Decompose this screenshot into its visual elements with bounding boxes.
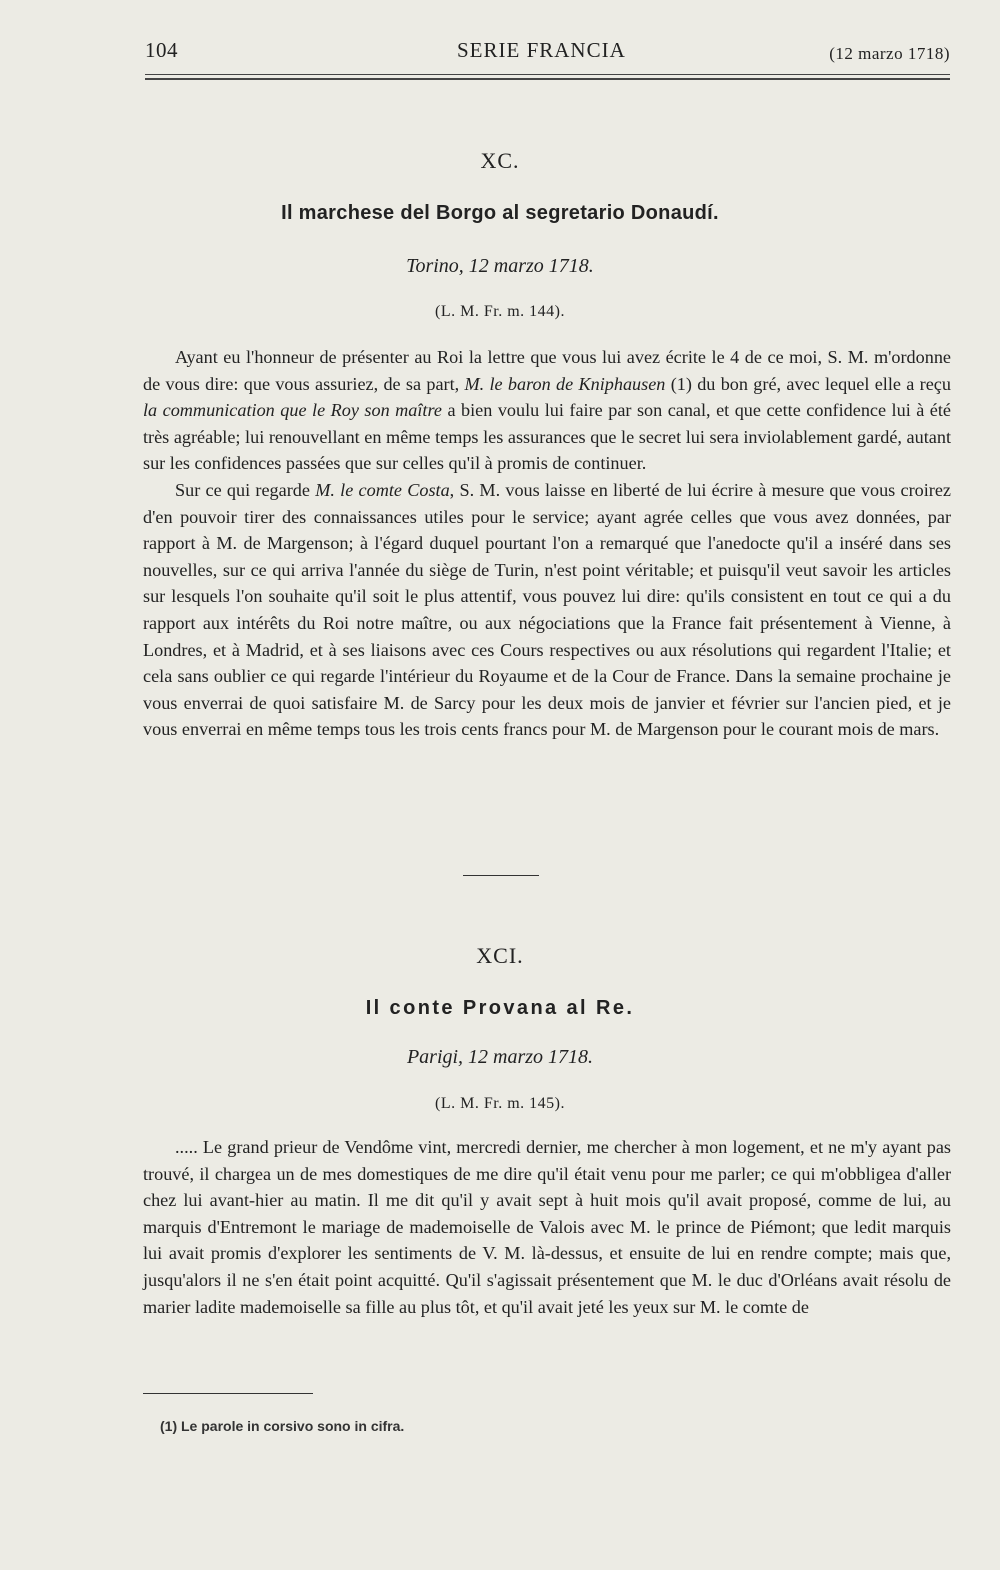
archive-reference: (L. M. Fr. m. 145). (435, 1095, 565, 1112)
page-number: 104 (145, 38, 178, 62)
series-title: SERIE FRANCIA (457, 38, 626, 62)
archive-reference: (L. M. Fr. m. 144). (435, 303, 565, 320)
paragraph: Sur ce qui regarde M. le comte Costa, S. M. vous laisse en liberté de lui écrire à mesure que vous croirez d'en pouvoir tirer des connaissances utiles pour le service; ayant agrée celles que vous avez données, par rapport à M. de Margenson; à l'égard duquel pourtant l'on a remarqué que l'anedocte qu'il a inséré dans ses nouvelles, sur ce qui arriva l'année du siège de Turin, n'est point véritable; et puisqu'il veut savoir les articles sur lesquels l'on souhaite qu'il soit le plus attentif, vous pouvez lui dire: qu'ils consistent en tout ce qui a du rapport aux intérêts du Roi notre maître, ou aux négociations que la France fait présentement à Vienne, à Londres, et à Madrid, et à ses liaisons avec ces Cours respectives ou aux résolutions qui regardent l'Italie; et cela sans oublier ce qui regarde l'intérieur du Royaume et de la Cour de France. Dans la semaine prochaine je vous enverrai de quoi satisfaire M. de Sarcy pour les deux mois de janvier et février sur l'ancien pied, et je vous enverrai en même temps tous les trois cents francs pour M. de Margenson pour le courant mois de mars. (143, 479, 951, 740)
place-date: Parigi, 12 marzo 1718. (406, 1046, 594, 1068)
paragraph: Ayant eu l'honneur de présenter au Roi la lettre que vous lui avez écrite le 4 de ce moi, S. M. m'ordonne de vous dire: que vous assuriez, de sa part, M. le baron de Kniphausen (1) du bon gré, avec lequel elle a reçu la communication que le Roy son maître a bien voulu lui faire par son canal, et que cette confidence lui à été très agréable; lui renouvellant en même temps les assurances que le secret lui sera inviolablement gardé, autant sur les confidences passées que sur celles qu'il à promis de continuer. (143, 347, 951, 474)
running-header (145, 38, 950, 68)
footnote: (1) Le parole in corsivo sono in cifra. (160, 1418, 405, 1434)
footnote-rule (143, 1393, 313, 1394)
letter-body (143, 1134, 951, 1320)
place-date: Torino, 12 marzo 1718. (406, 255, 594, 277)
letter-number: XCI. (476, 943, 524, 968)
letter-title: Il conte Provana al Re. (365, 997, 635, 1019)
letter-number: XC. (480, 148, 520, 173)
letter-title: Il marchese del Borgo al segretario Donaudí. (281, 202, 719, 224)
header-rule-thick (145, 78, 950, 80)
paragraph: ..... Le grand prieur de Vendôme vint, mercredi dernier, me chercher à mon logement, et ne m'y ayant pas trouvé, il chargea un de mes domestiques de me dire qu'il était venu pour me parler; ce qui m'obbligea d'aller chez lui avant-hier au matin. Il me dit qu'il y avait sept à huit mois qu'il avait proposé, comme de lui, au marquis d'Entremont le mariage de mademoiselle de Valois avec M. le prince de Piémont; que ledit marquis lui avait promis d'explorer les sentiments de V. M. là-dessus, et ensuite de lui en rendre compte; mais que, jusqu'alors il ne s'en était point acquitté. Qu'il s'agissait présentement que M. le duc d'Orléans avait résolu de marier ladite mademoiselle sa fille au plus tôt, et qu'il avait jeté les yeux sur M. le comte de (143, 1137, 951, 1317)
section-separator (463, 875, 539, 876)
header-rule (145, 74, 950, 75)
letter-body (143, 344, 951, 743)
header-date: (12 marzo 1718) (829, 44, 950, 63)
